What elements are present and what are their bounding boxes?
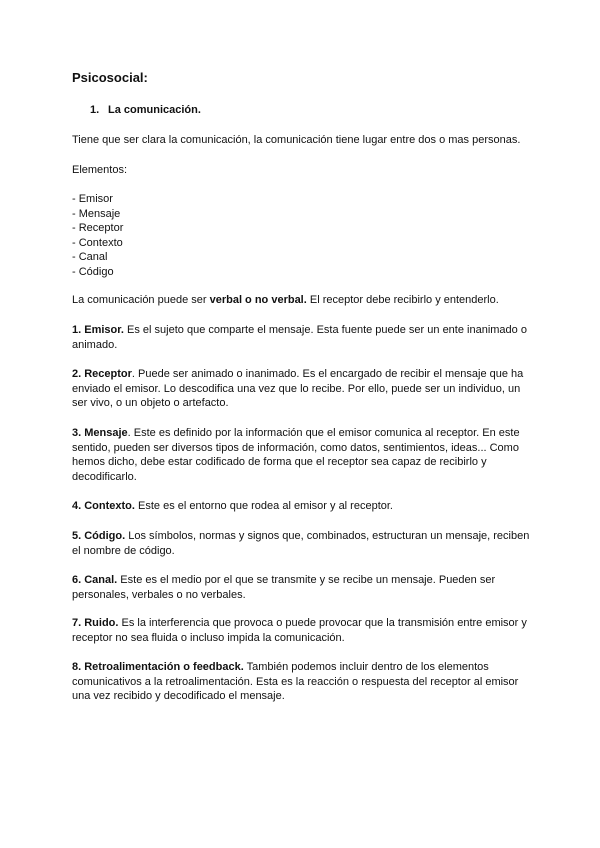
definition-mensaje [72, 426, 532, 484]
definition-text: También podemos incluir dentro de los elementos comunicativos a la retroalimentación. Esta es la reacción o respuesta del receptor al emisor una vez recibido y decodificado el mensaje. [72, 661, 519, 702]
definition-ruido [72, 616, 532, 645]
page-title: Psicosocial: [72, 70, 148, 85]
definition-text: . Este es definido por la información que el emisor comunica al receptor. En este sentido, pueden ser diversos tipos de información, como datos, sentimientos, ideas... Como hemos dicho, debe estar codificado de forma que el receptor sea capaz de recibirlo y decodificarlo. [72, 427, 520, 483]
section-number: 1. [90, 104, 100, 116]
list-item: - Código [72, 265, 114, 278]
elements-label: Elementos: [72, 164, 128, 176]
definition-text: Los símbolos, normas y signos que, combinados, estructuran un mensaje, reciben el nombre de código. [72, 530, 530, 557]
verbal-post: El receptor debe recibirlo y entenderlo. [306, 294, 499, 306]
section-heading [90, 104, 201, 116]
definition-contexto [72, 499, 532, 514]
section-label: La comunicación. [108, 104, 201, 116]
definition-canal [72, 573, 532, 602]
elements-list [72, 192, 123, 279]
definition-term: 7. Ruido. [72, 617, 119, 629]
intro-paragraph: Tiene que ser clara la comunicación, la comunicación tiene lugar entre dos o mas personas. [72, 134, 521, 146]
definition-codigo [72, 529, 532, 558]
definition-text: Este es el medio por el que se transmite y se recibe un mensaje. Pueden ser personales, verbales o no verbales. [72, 574, 496, 601]
verbal-paragraph [72, 293, 532, 308]
definition-term: 4. Contexto. [72, 500, 135, 512]
definition-text: Este es el entorno que rodea al emisor y al receptor. [134, 500, 393, 512]
definition-term: 6. Canal. [72, 574, 118, 586]
verbal-pre: La comunicación puede ser [72, 294, 210, 306]
definition-emisor [72, 323, 532, 352]
definition-text: Es el sujeto que comparte el mensaje. Esta fuente puede ser un ente inanimado o animado. [72, 324, 527, 351]
definition-text: Es la interferencia que provoca o puede provocar que la transmisión entre emisor y receptor no sea fluida o incluso impida la comunicación. [72, 617, 527, 644]
list-item: - Contexto [72, 236, 123, 249]
list-item: - Emisor [72, 193, 113, 205]
list-item: - Receptor [72, 222, 124, 234]
definition-term: 2. Receptor [72, 368, 132, 380]
list-item: - Mensaje [72, 207, 121, 220]
definition-term: 5. Código. [72, 530, 126, 542]
definition-term: 8. Retroalimentación o feedback. [72, 661, 244, 673]
definition-retroalimentacion [72, 660, 532, 704]
definition-term: 3. Mensaje [72, 427, 128, 439]
list-item: - Canal [72, 251, 108, 263]
definition-receptor [72, 367, 532, 411]
verbal-bold: verbal o no verbal. [209, 294, 307, 306]
definition-term: 1. Emisor. [72, 324, 124, 336]
definition-text: . Puede ser animado o inanimado. Es el encargado de recibir el mensaje que ha enviado el emisor. Lo descodifica una vez que lo recibe. Por ello, puede ser un individuo, un ser vivo, o un objeto o artefacto. [72, 368, 524, 409]
